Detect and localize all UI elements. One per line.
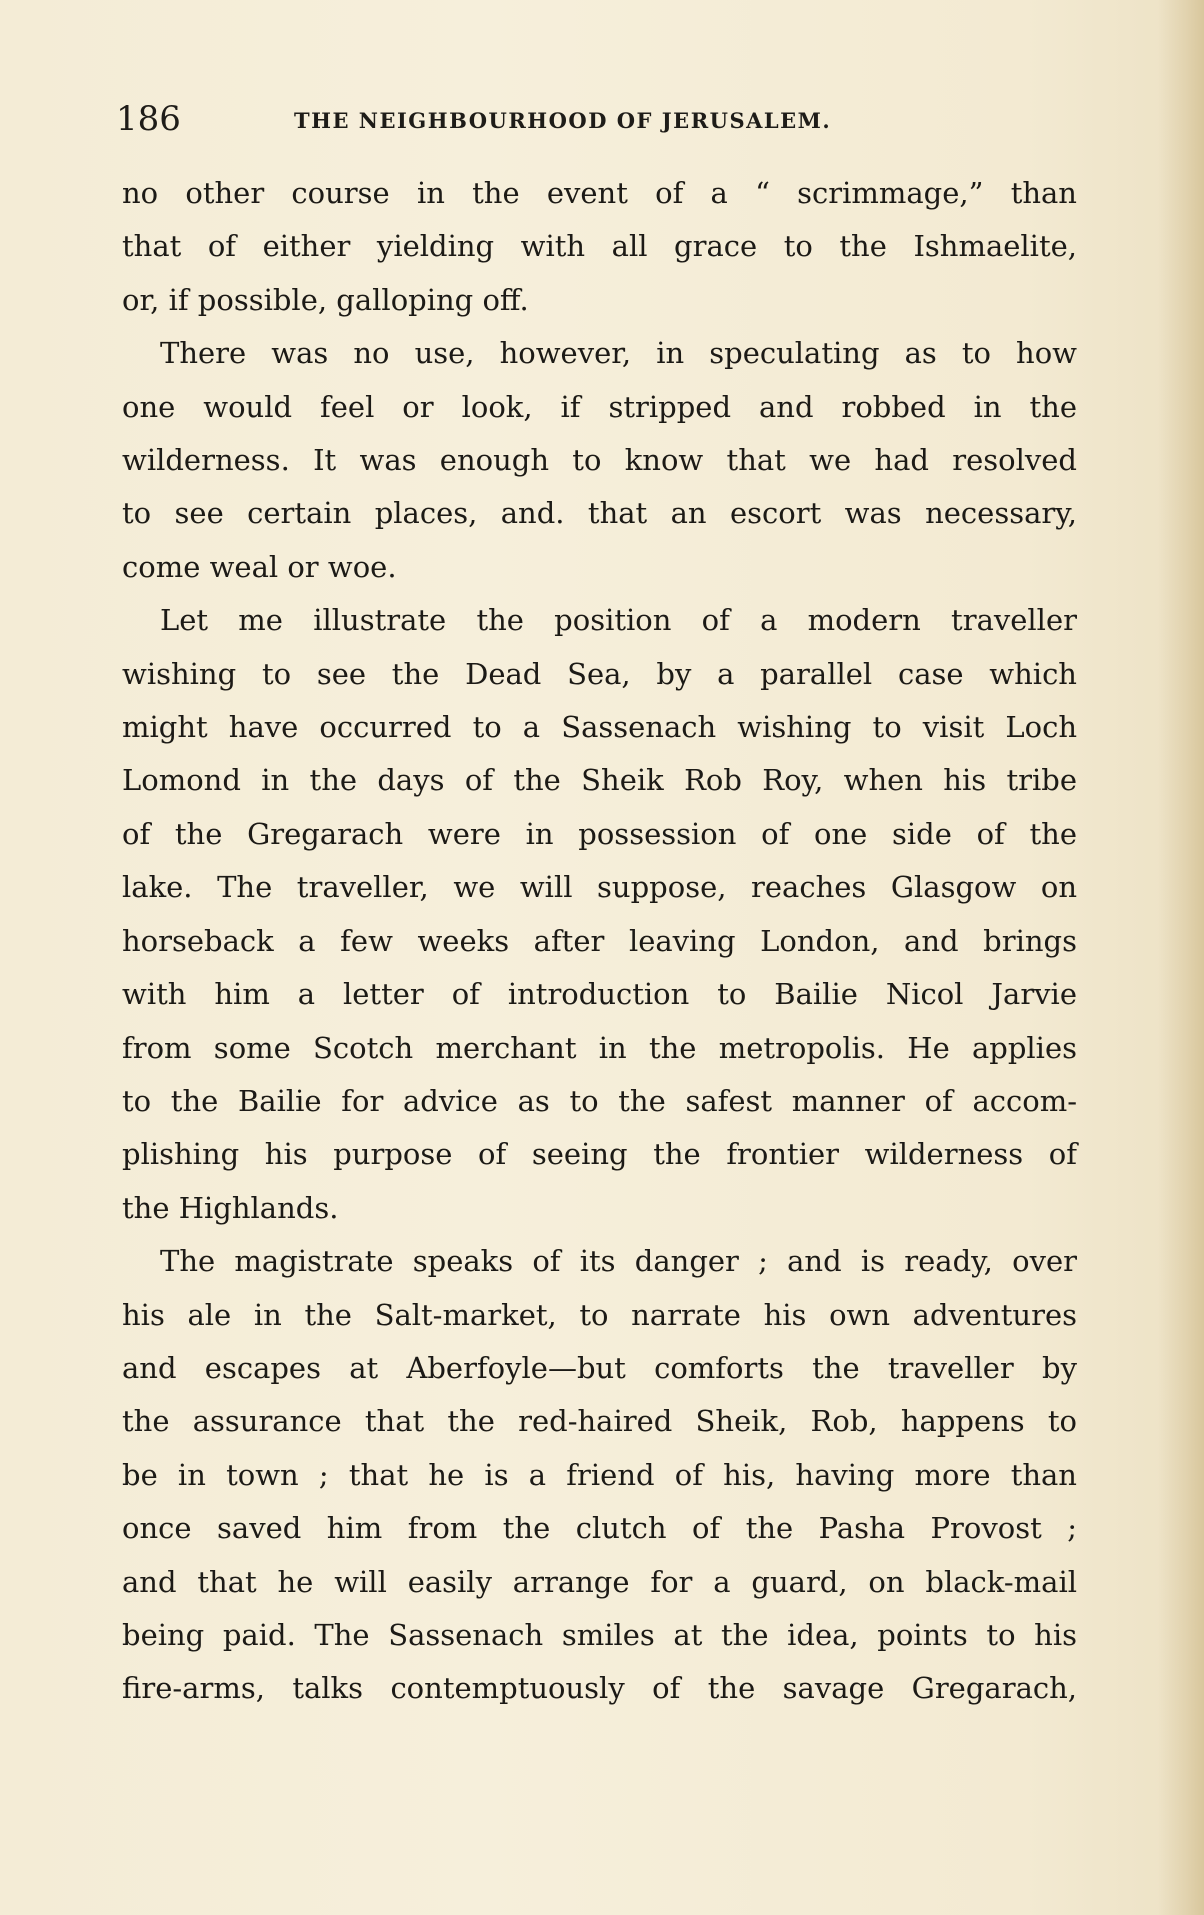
text-line: lake. The traveller, we will suppose, reaches Glasgow on: [122, 870, 1077, 905]
text-line: with him a letter of introduction to Bailie Nicol Jarvie: [122, 977, 1077, 1012]
running-head: [116, 96, 1076, 142]
text-line: once saved him from the clutch of the Pasha Provost ;: [122, 1511, 1077, 1546]
text-line: Lomond in the days of the Sheik Rob Roy, when his tribe: [122, 763, 1077, 798]
text-line: to the Bailie for advice as to the safest manner of accom-: [122, 1083, 1077, 1118]
text-line: be in town ; that he is a friend of his, having more than: [122, 1457, 1077, 1492]
text-line: fire-arms, talks contemptuously of the savage Gregarach,: [122, 1671, 1077, 1706]
page-number: 186: [116, 99, 181, 139]
text-line: to see certain places, and. that an escort was necessary,: [122, 496, 1077, 531]
text-line: and that he will easily arrange for a guard, on black-mail: [122, 1564, 1077, 1599]
text-line: or, if possible, galloping off.: [122, 282, 529, 317]
text-line: wishing to see the Dead Sea, by a parallel case which: [122, 656, 1077, 691]
text-line: wilderness. It was enough to know that we had resolved: [122, 443, 1077, 478]
text-line: Let me illustrate the position of a modern traveller: [160, 603, 1077, 638]
text-line: The magistrate speaks of its danger ; and is ready, over: [160, 1244, 1077, 1279]
running-title: THE NEIGHBOURHOOD OF JERUSALEM.: [294, 108, 832, 133]
text-line: his ale in the Salt-market, to narrate his own adventures: [122, 1297, 1077, 1332]
page-edge-shadow: [1158, 0, 1204, 1915]
text-line: no other course in the event of a “ scrimmage,” than: [122, 176, 1077, 210]
text-line: horseback a few weeks after leaving London, and brings: [122, 923, 1077, 958]
text-line: plishing his purpose of seeing the frontier wilderness of: [122, 1137, 1077, 1172]
text-line: that of either yielding with all grace to the Ishmaelite,: [122, 229, 1077, 264]
text-line: the Highlands.: [122, 1190, 339, 1225]
body-text: [122, 167, 1077, 1716]
text-line: from some Scotch merchant in the metropolis. He applies: [122, 1030, 1077, 1065]
text-line: come weal or woe.: [122, 549, 397, 584]
text-line: There was no use, however, in speculating as to how: [160, 336, 1077, 371]
text-line: the assurance that the red-haired Sheik, Rob, happens to: [122, 1404, 1077, 1439]
text-line: being paid. The Sassenach smiles at the idea, points to his: [122, 1617, 1077, 1652]
text-line: of the Gregarach were in possession of one side of the: [122, 816, 1077, 851]
text-line: might have occurred to a Sassenach wishing to visit Loch: [122, 710, 1077, 745]
text-line: one would feel or look, if stripped and robbed in the: [122, 389, 1077, 424]
text-line: and escapes at Aberfoyle—but comforts the traveller by: [122, 1350, 1077, 1385]
